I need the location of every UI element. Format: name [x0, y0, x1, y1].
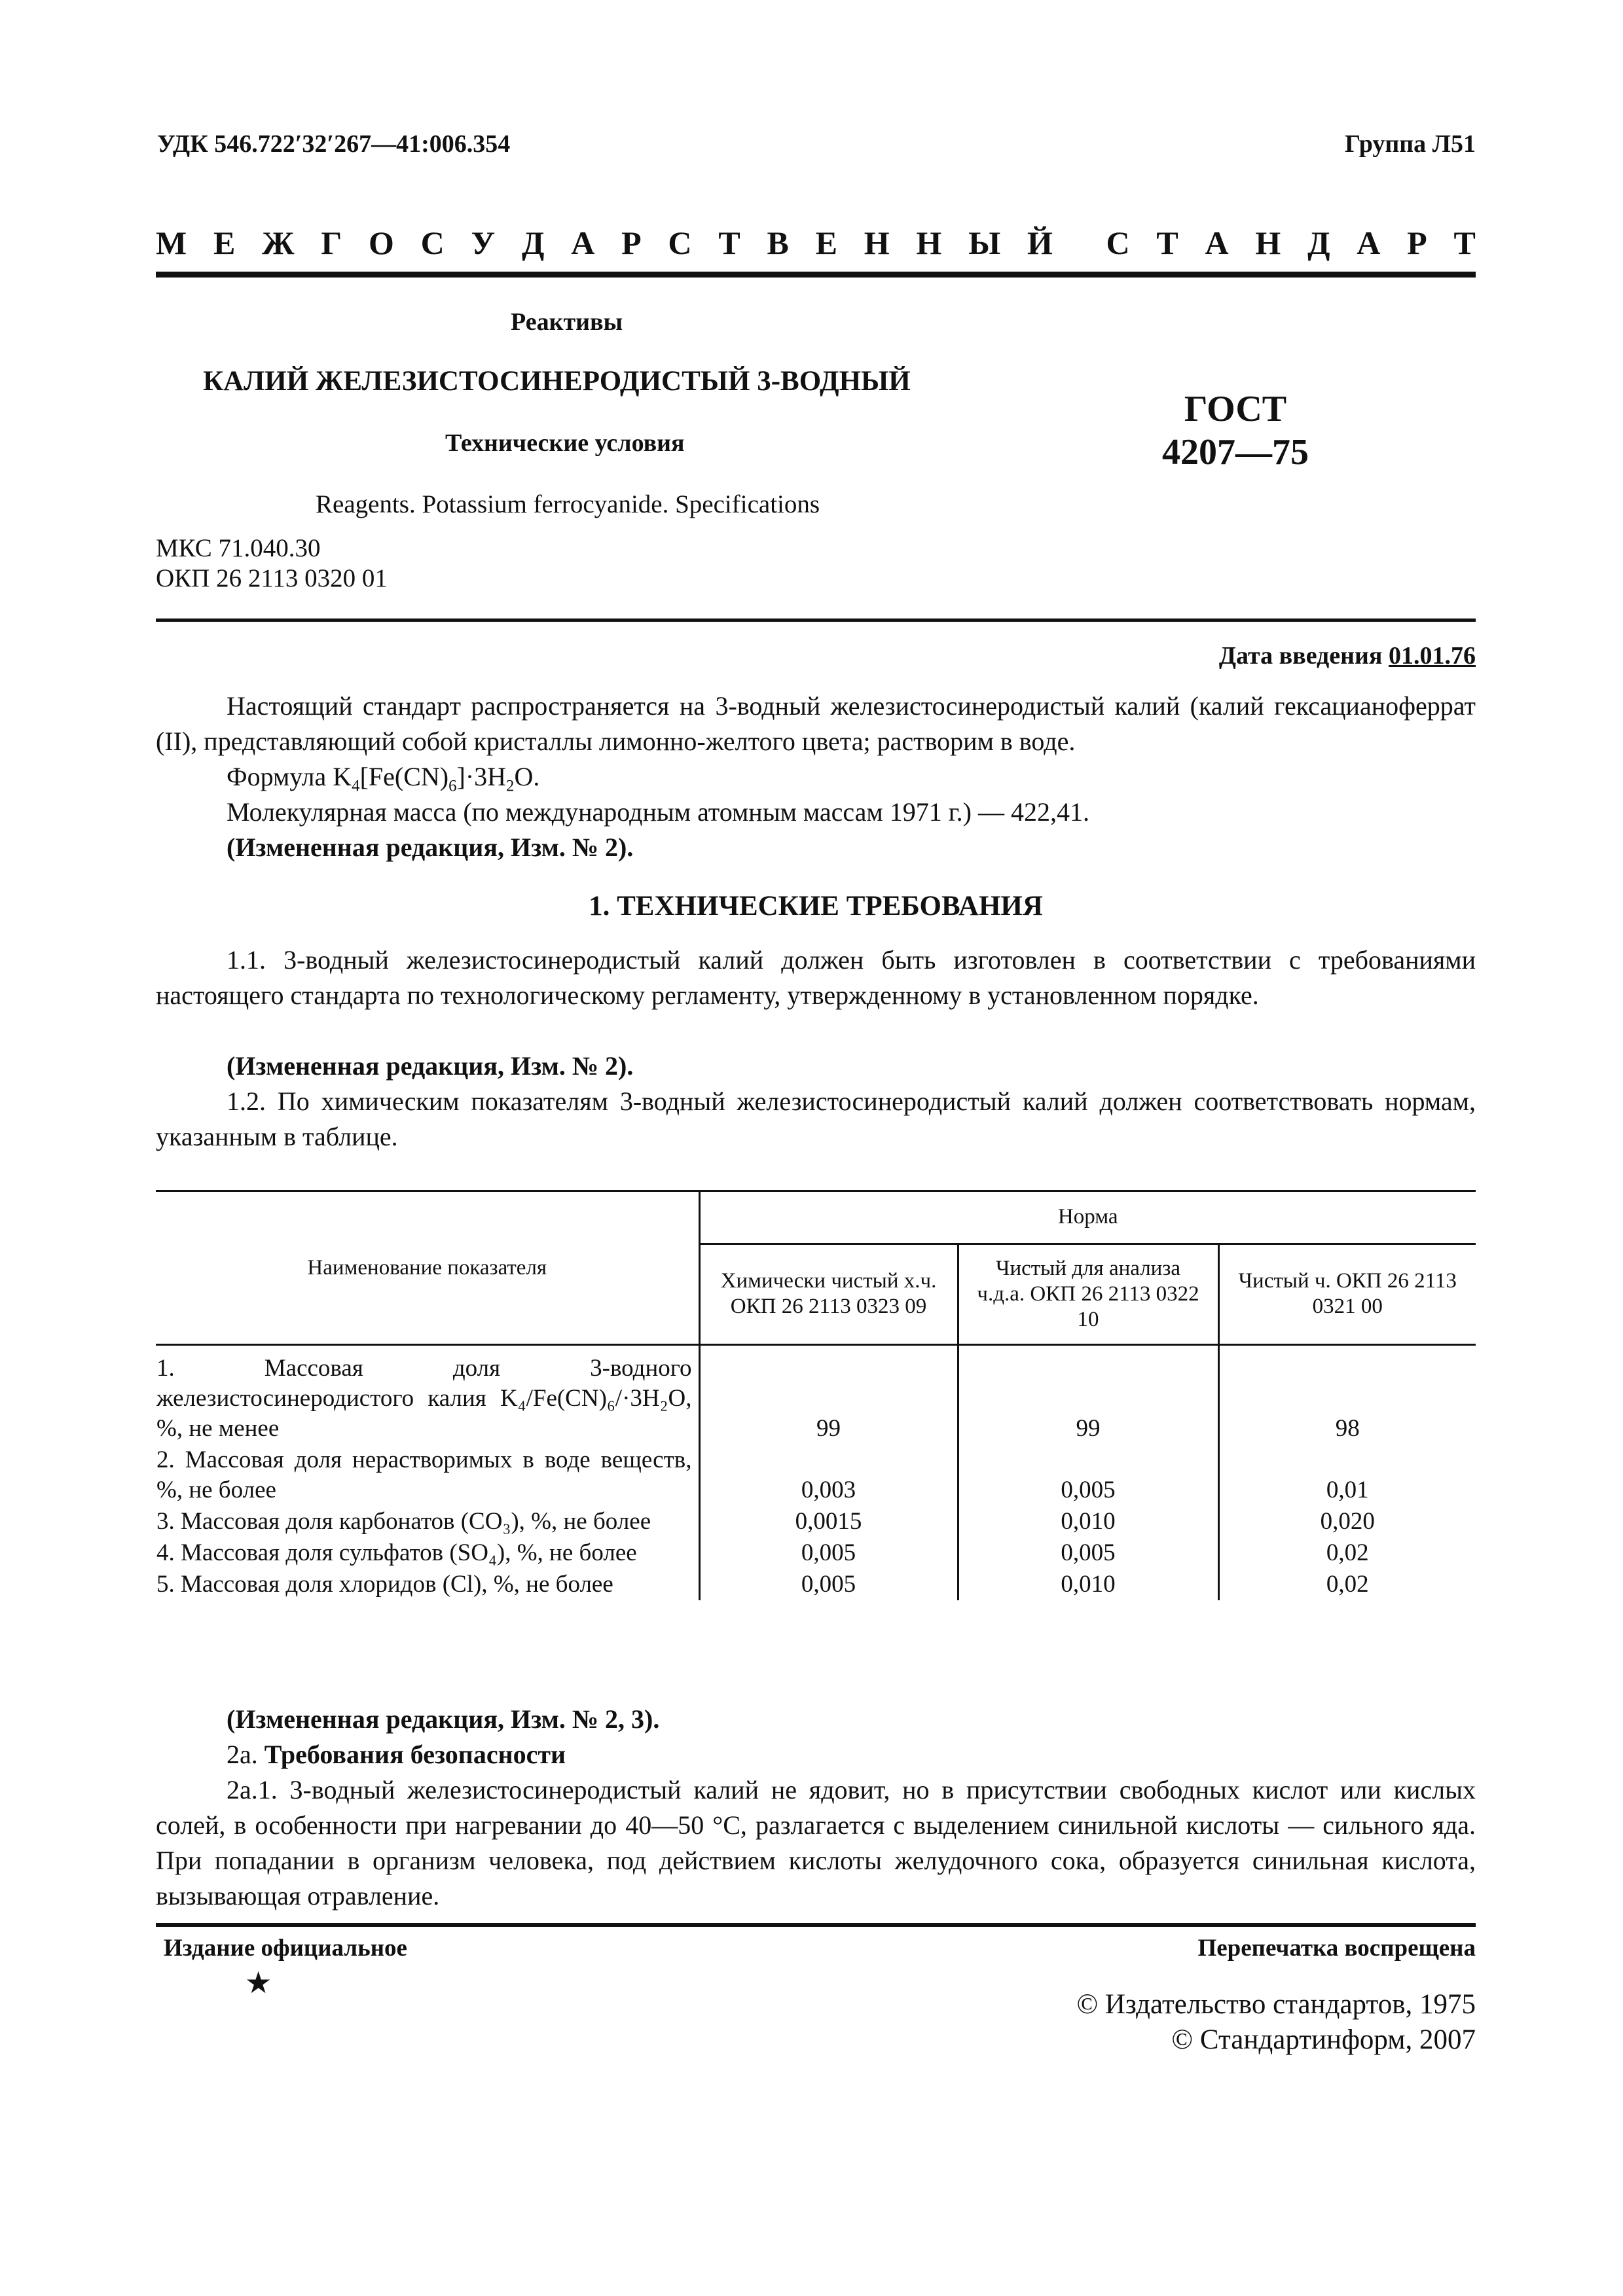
- row-name: 5. Массовая доля хлоридов (Cl), %, не более: [156, 1569, 699, 1600]
- row-value: 0,003: [699, 1444, 958, 1506]
- row-name: 3. Массовая доля карбонатов (CO₃), %, не более: [156, 1506, 699, 1537]
- formula-part: K: [333, 762, 352, 791]
- table-row: [156, 1444, 1476, 1506]
- formula-part: [Fe(CN): [359, 762, 449, 791]
- gost-block: [1162, 387, 1309, 474]
- interstate-letter: Ы: [968, 224, 1001, 261]
- interstate-letter: А: [1205, 224, 1229, 261]
- row-name: 1. Массовая доля 3-водного железистосинеродистого калия K₄/Fe(CN)₆/·3H₂O, %, не менее: [156, 1345, 699, 1445]
- interstate-letter: Г: [321, 224, 342, 261]
- interstate-letter: В: [767, 224, 789, 261]
- column-header-grade: Чистый ч. ОКП 26 2113 0321 00: [1218, 1244, 1476, 1344]
- copyright-line: © Издательство стандартов, 1975: [1076, 1989, 1476, 2020]
- group-code: Группа Л51: [1344, 130, 1476, 158]
- product-title: КАЛИЙ ЖЕЛЕЗИСТОСИНЕРОДИСТЫЙ 3-ВОДНЫЙ: [203, 366, 911, 397]
- row-value: 0,005: [958, 1537, 1218, 1569]
- amendment-note: (Измененная редакция, Изм. № 2, 3).: [227, 1704, 660, 1734]
- clause-1-1: 1.1. 3-водный железистосинеродистый калий должен быть изготовлен в соответствии с требованиями настоящего стандарта по технологическому регламенту, утвержденному в установленном порядке.: [156, 945, 1476, 1010]
- reagents-label: Реактивы: [511, 308, 623, 336]
- row-value: 0,005: [699, 1537, 958, 1569]
- interstate-letter: Н: [1255, 224, 1281, 261]
- table-row: [156, 1506, 1476, 1537]
- interstate-letter: Д: [1307, 224, 1330, 261]
- interstate-letter: О: [368, 224, 394, 261]
- clause-1-2: 1.2. По химическим показателям 3-водный железистосинеродистый калий должен соответствовать нормам, указанным в таблице.: [156, 1086, 1476, 1151]
- table-row: [156, 1569, 1476, 1600]
- interstate-letter: Р: [621, 224, 642, 261]
- interstate-letter: Т: [1453, 224, 1476, 261]
- amendment-note: (Измененная редакция, Изм. № 2).: [227, 1051, 634, 1081]
- row-name: 4. Массовая доля сульфатов (SO₄), %, не более: [156, 1537, 699, 1569]
- introduction-date: [1219, 641, 1476, 670]
- amendment-note: (Измененная редакция, Изм. № 2).: [227, 833, 634, 862]
- interstate-letter: Т: [718, 224, 740, 261]
- row-value: 0,010: [958, 1506, 1218, 1537]
- formula-subscript: 6: [448, 777, 457, 795]
- row-value: 99: [958, 1345, 1218, 1445]
- row-value: 0,010: [958, 1569, 1218, 1600]
- formula-part: ]·3H: [456, 762, 507, 791]
- copyright-line: © Стандартинформ, 2007: [1171, 2024, 1476, 2055]
- formula-part: O.: [514, 762, 540, 791]
- okp-code: ОКП 26 2113 0320 01: [156, 564, 388, 592]
- interstate-letter: С: [1106, 224, 1130, 261]
- row-value: 0,005: [699, 1569, 958, 1600]
- copyright-block: [1076, 1987, 1476, 2058]
- column-header-grade: Чистый для анализа ч.д.а. ОКП 26 2113 0322 10: [958, 1244, 1218, 1344]
- interstate-letter: А: [1357, 224, 1381, 261]
- gost-label: ГОСТ: [1184, 389, 1287, 429]
- english-title: Reagents. Potassium ferrocyanide. Specifications: [316, 490, 820, 518]
- formula-label: Формула: [227, 762, 327, 791]
- title-rule: [156, 619, 1476, 622]
- udk-code: УДК 546.722′32′267—41:006.354: [157, 130, 511, 158]
- introduction-date-value: 01.01.76: [1389, 642, 1476, 670]
- row-value: 0,0015: [699, 1506, 958, 1537]
- formula-subscript: 2: [506, 777, 515, 795]
- interstate-letter: С: [668, 224, 692, 261]
- gost-number: 4207—75: [1162, 432, 1309, 473]
- mks-code: МКС 71.040.30: [156, 534, 321, 562]
- molecular-mass: Молекулярная масса (по международным атомным массам 1971 г.) — 422,41.: [227, 797, 1089, 827]
- interstate-letter: А: [571, 224, 595, 261]
- row-value: 98: [1335, 1415, 1360, 1442]
- row-value: 0,005: [958, 1444, 1218, 1506]
- column-header-name: Наименование показателя: [156, 1191, 699, 1345]
- formula-subscript: 4: [352, 777, 360, 795]
- table-row: [156, 1537, 1476, 1569]
- column-header-norm: Норма: [699, 1191, 1476, 1244]
- interstate-letter: У: [471, 224, 496, 261]
- interstate-letter: Д: [522, 224, 545, 261]
- official-edition: Издание официальное: [164, 1935, 407, 1962]
- row-value: 0,01: [1326, 1477, 1369, 1503]
- introduction-date-label: Дата введения: [1218, 642, 1383, 670]
- interstate-standard-heading: [156, 224, 1476, 262]
- intro-paragraph: Настоящий стандарт распространяется на 3-водный железистосинеродистый калий (калий гексацианоферрат (II), представляющий собой кристаллы лимонно-желтого цвета; растворим в воде.: [156, 691, 1476, 756]
- interstate-letter: Е: [815, 224, 837, 261]
- interstate-letter: Т: [1156, 224, 1178, 261]
- interstate-letter: Н: [864, 224, 890, 261]
- column-header-grade: Химически чистый х.ч. ОКП 26 2113 0323 09: [699, 1244, 958, 1344]
- safety-number: 2а.: [227, 1740, 258, 1769]
- row-value: 0,020: [1320, 1508, 1375, 1535]
- interstate-letter: Е: [213, 224, 236, 261]
- interstate-letter: Р: [1407, 224, 1427, 261]
- section-heading: 1. ТЕХНИЧЕСКИЕ ТРЕБОВАНИЯ: [589, 891, 1043, 922]
- header-rule: [156, 272, 1476, 278]
- classification-codes: [156, 533, 388, 594]
- star-icon: ★: [245, 1966, 272, 2000]
- tech-conditions-label: Технические условия: [445, 429, 685, 457]
- specification-table: [156, 1190, 1476, 1600]
- clause-2a-1: 2а.1. 3-водный железистосинеродистый калий не ядовит, но в присутствии свободных кислот или кислых солей, в особенности при нагревании до 40—50 °С, разлагается с выделением синильной кислоты — сильного яда. При попадании в организм человека, под действием кислоты желудочного сока, образуется синильная кислота, вызывающая отравление.: [156, 1775, 1476, 1910]
- formula: [333, 762, 540, 795]
- row-value: 0,02: [1326, 1539, 1369, 1566]
- interstate-letter: Й: [1027, 224, 1053, 261]
- reprint-prohibited: Перепечатка воспрещена: [1197, 1935, 1476, 1962]
- interstate-letter: М: [156, 224, 187, 261]
- interstate-letter: Н: [916, 224, 942, 261]
- row-value: 0,02: [1326, 1571, 1369, 1598]
- safety-heading-line: [156, 1737, 1476, 1772]
- safety-heading: Требования безопасности: [264, 1740, 566, 1769]
- table-row: [156, 1345, 1476, 1445]
- footer-rule: [156, 1923, 1476, 1927]
- interstate-letter: Ж: [262, 224, 295, 261]
- interstate-letter: С: [420, 224, 445, 261]
- row-value: 99: [699, 1345, 958, 1445]
- row-name: 2. Массовая доля нерастворимых в воде веществ, %, не более: [156, 1444, 699, 1506]
